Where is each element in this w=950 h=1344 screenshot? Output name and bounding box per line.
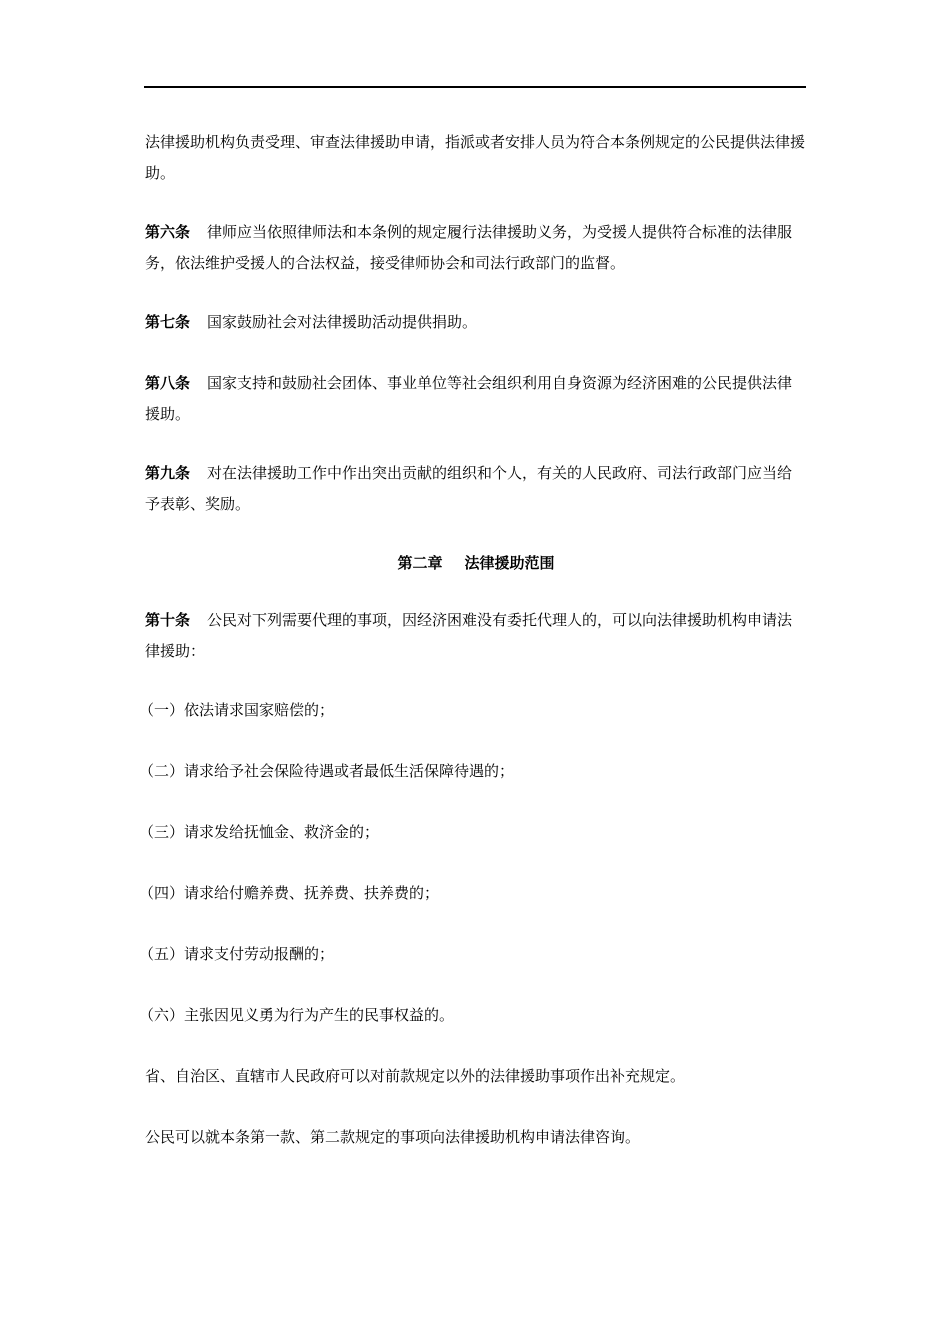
- paragraph-article10: [145, 605, 807, 667]
- article-label: 第七条: [145, 313, 191, 331]
- paragraph-article9: [145, 458, 807, 520]
- list-item: （五）请求支付劳动报酬的；: [139, 945, 335, 963]
- paragraph-article8: [145, 368, 807, 430]
- paragraph-article5-continuation: [145, 127, 807, 189]
- chapter-heading: [145, 548, 807, 579]
- list-item: （六）主张因见义勇为行为产生的民事权益的。: [139, 1006, 455, 1024]
- document-page: [139, 127, 807, 1183]
- list-item: （一）依法请求国家赔偿的；: [139, 701, 335, 719]
- article-label: 第八条: [145, 374, 191, 392]
- paragraph-text: 国家支持和鼓励社会团体、事业单位等社会组织利用自身资源为经济困难的公民提供法律援助。: [145, 374, 793, 423]
- paragraph-supplementary-rules: 省、自治区、直辖市人民政府可以对前款规定以外的法律援助事项作出补充规定。: [145, 1067, 686, 1085]
- article-label: 第九条: [145, 464, 191, 482]
- paragraph-text: 国家鼓励社会对法律援助活动提供捐助。: [207, 313, 478, 331]
- chapter-number: 第二章: [397, 554, 443, 572]
- paragraph-article6: [145, 217, 807, 279]
- chapter-title: 法律援助范围: [464, 554, 555, 572]
- article-label: 第六条: [145, 223, 191, 241]
- header-rule: [144, 86, 806, 88]
- list-item: （四）请求给付赡养费、抚养费、扶养费的；: [139, 884, 440, 902]
- list-item: （三）请求发给抚恤金、救济金的；: [139, 823, 380, 841]
- paragraph-text: 律师应当依照律师法和本条例的规定履行法律援助义务，为受援人提供符合标准的法律服务，依法维护受援人的合法权益，接受律师协会和司法行政部门的监督。: [145, 223, 793, 272]
- list-item: （二）请求给予社会保险待遇或者最低生活保障待遇的；: [139, 762, 515, 780]
- paragraph-text: 对在法律援助工作中作出突出贡献的组织和个人，有关的人民政府、司法行政部门应当给予表彰、奖励。: [145, 464, 793, 513]
- paragraph-legal-consultation: 公民可以就本条第一款、第二款规定的事项向法律援助机构申请法律咨询。: [145, 1128, 641, 1146]
- paragraph-text: 法律援助机构负责受理、审查法律援助申请，指派或者安排人员为符合本条例规定的公民提供法律援助。: [145, 133, 806, 182]
- article-label: 第十条: [145, 611, 191, 629]
- paragraph-article7: [145, 307, 807, 338]
- paragraph-text: 公民对下列需要代理的事项，因经济困难没有委托代理人的，可以向法律援助机构申请法律援助：: [145, 611, 793, 660]
